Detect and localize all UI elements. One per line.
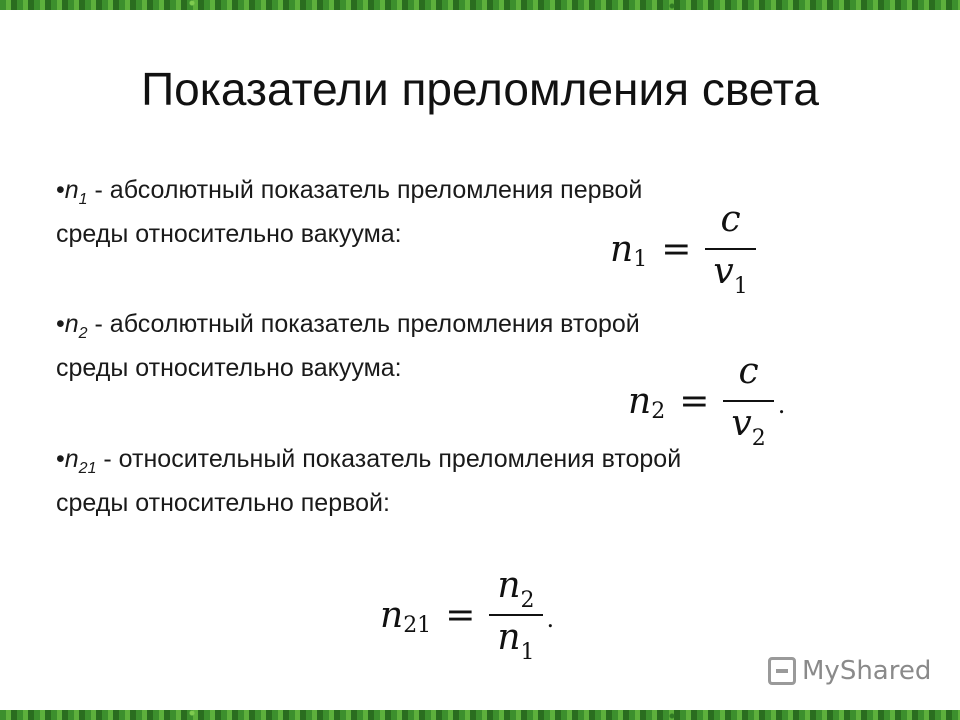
- bullet-symbol: n: [64, 176, 79, 204]
- bullet-text-line2: среды относительно вакуума:: [56, 220, 402, 248]
- bullet-text-line1: - относительный показатель преломления второй: [96, 445, 682, 473]
- fraction-denominator-sub: 1: [733, 274, 748, 299]
- bullet-n1: $•n_1$ - абсолютный показатель преломления первой среды относительно вакуума:: [56, 173, 642, 251]
- bullet-symbol: n: [64, 445, 79, 473]
- fraction-numerator-sub: 2: [520, 588, 535, 613]
- bullet-text-line1: - абсолютный показатель преломления второй: [87, 310, 640, 338]
- formula-lhs-sub: 1: [633, 246, 648, 272]
- fraction: [723, 350, 773, 452]
- formula-lhs: n: [380, 594, 404, 636]
- fraction-numerator: c: [720, 199, 741, 240]
- fraction-numerator: c: [738, 351, 759, 392]
- bullet-subscript: 2: [78, 325, 88, 342]
- bullet-n2: $•n_2$ - абсолютный показатель преломления второй среды относительно вакуума:: [56, 307, 640, 385]
- fraction-denominator: v: [731, 403, 752, 444]
- fraction-denominator-sub: 2: [751, 426, 766, 451]
- formula-n2: [628, 350, 785, 452]
- fraction: [705, 198, 755, 300]
- fraction-numerator: n: [497, 565, 521, 606]
- top-decorative-border: [0, 0, 960, 10]
- formula-lhs: n: [610, 228, 634, 270]
- bullet-text-line2: среды относительно вакуума:: [56, 354, 402, 382]
- fraction-denominator-sub: 1: [520, 640, 535, 665]
- formula-period: .: [777, 391, 786, 419]
- slide-title: Показатели преломления света: [141, 63, 819, 115]
- bottom-decorative-border: [0, 710, 960, 720]
- formula-lhs-sub: 2: [651, 398, 666, 424]
- fraction: [489, 564, 542, 666]
- formula-n21: [380, 564, 554, 666]
- myshared-logo: [768, 656, 931, 686]
- formula-period: .: [546, 605, 555, 633]
- myshared-logo-text: MyShared: [802, 656, 932, 686]
- formula-n1: [610, 198, 756, 300]
- bullet-text-line1: - абсолютный показатель преломления первой: [87, 176, 643, 204]
- bullet-subscript: 21: [78, 460, 97, 477]
- bullet-symbol: n: [64, 310, 79, 338]
- bullet-n21: $•n_{21}$ - относительный показатель преломления второй среды относительно первой:: [56, 442, 681, 520]
- equals-sign: =: [661, 228, 692, 270]
- bullet-subscript: 1: [78, 191, 88, 208]
- fraction-denominator: v: [713, 251, 734, 292]
- formula-lhs: n: [628, 380, 652, 422]
- formula-lhs-sub: 21: [403, 612, 432, 638]
- myshared-logo-icon: [768, 657, 796, 685]
- equals-sign: =: [679, 380, 710, 422]
- equals-sign: =: [445, 594, 476, 636]
- bullet-text-line2: среды относительно первой:: [56, 489, 390, 517]
- fraction-denominator: n: [497, 617, 521, 658]
